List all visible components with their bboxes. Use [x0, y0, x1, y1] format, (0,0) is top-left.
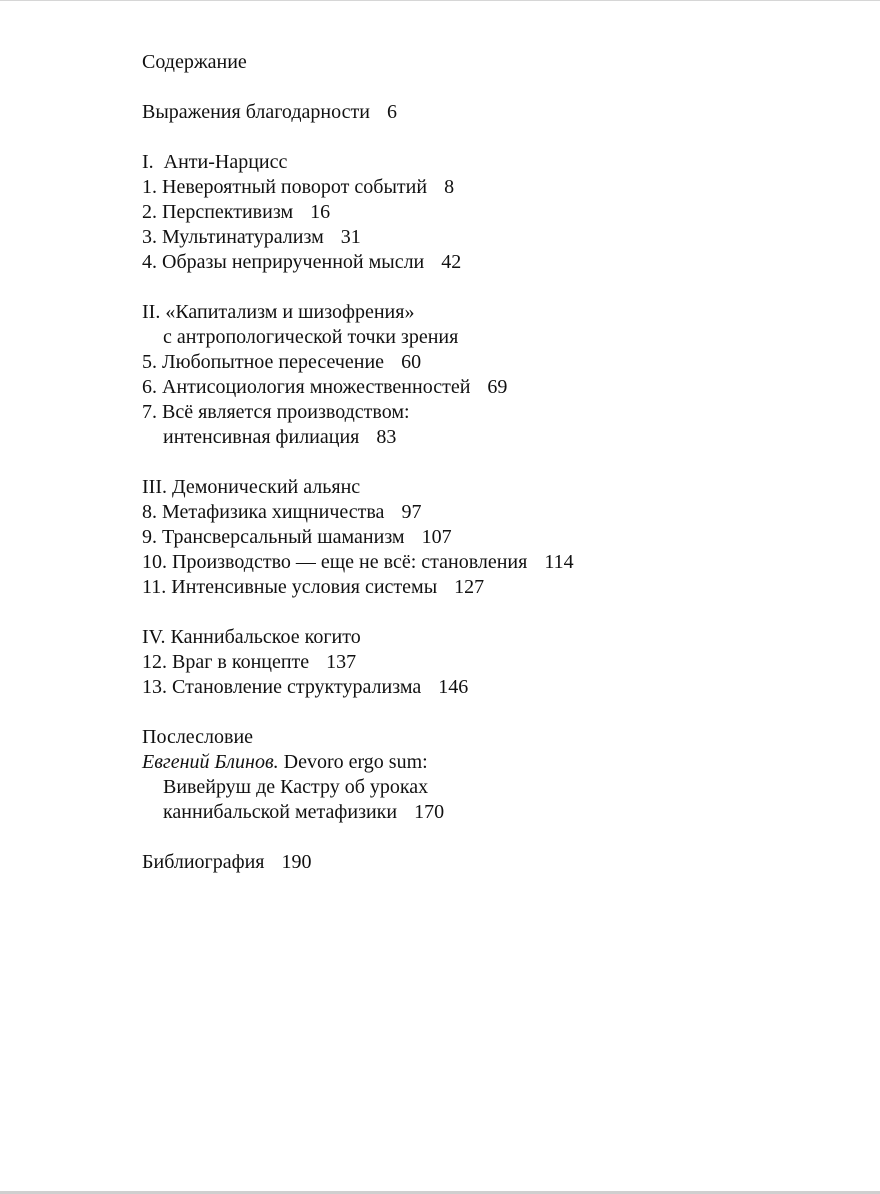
chapter-page: 146 [438, 676, 469, 698]
part-heading-2 [142, 300, 842, 325]
chapter-number: 6. [142, 376, 157, 398]
chapter-number: 2. [142, 201, 157, 223]
toc-entry-chapter-5 [142, 350, 842, 375]
chapter-title: Трансверсальный шаманизм [162, 526, 405, 548]
spacer [142, 275, 842, 300]
entry-page: 6 [386, 101, 397, 123]
chapter-number: 7. [142, 401, 157, 423]
chapter-number: 4. [142, 251, 157, 273]
part-heading-2-continued [142, 325, 842, 350]
part-title: IV. Каннибальское когито [142, 626, 361, 648]
chapter-number: 11. [142, 576, 167, 598]
afterword-entry-title: Devoro ergo sum: [283, 751, 428, 773]
chapter-title: Производство — еще не всё: становления [172, 551, 528, 573]
toc-entry-chapter-1 [142, 175, 842, 200]
entry-title: Выражения благодарности [142, 101, 370, 123]
toc-entry-chapter-11 [142, 575, 842, 600]
spacer [142, 825, 842, 850]
afterword-entry-continued [142, 800, 842, 825]
chapter-number: 3. [142, 226, 157, 248]
toc-entry-chapter-9 [142, 525, 842, 550]
toc-entry-chapter-12 [142, 650, 842, 675]
entry-page: 190 [281, 851, 312, 873]
chapter-number: 5. [142, 351, 157, 373]
chapter-page: 83 [376, 426, 397, 448]
toc-heading-text: Содержание [142, 51, 247, 73]
chapter-page: 42 [441, 251, 462, 273]
toc-entry-chapter-7-continued [142, 425, 842, 450]
toc-entry-chapter-10 [142, 550, 842, 575]
chapter-title: Всё является производством: [162, 401, 410, 423]
chapter-page: 31 [340, 226, 361, 248]
afterword-heading [142, 725, 842, 750]
afterword-page: 170 [414, 801, 445, 823]
toc-entry-chapter-8 [142, 500, 842, 525]
chapter-title-continued: интенсивная филиация [163, 426, 360, 448]
chapter-title: Интенсивные условия системы [171, 576, 438, 598]
part-heading-1 [142, 150, 842, 175]
chapter-number: 10. [142, 551, 167, 573]
toc-entry-bibliography [142, 850, 842, 875]
chapter-title: Невероятный поворот событий [162, 176, 428, 198]
chapter-page: 69 [487, 376, 508, 398]
part-title: II. «Капитализм и шизофрения» [142, 301, 415, 323]
chapter-page: 8 [444, 176, 455, 198]
spacer [142, 125, 842, 150]
toc-entry-chapter-3 [142, 225, 842, 250]
chapter-number: 9. [142, 526, 157, 548]
chapter-page: 137 [326, 651, 357, 673]
afterword-title: Послесловие [142, 726, 254, 748]
part-heading-4 [142, 625, 842, 650]
chapter-number: 12. [142, 651, 167, 673]
spacer [142, 75, 842, 100]
afterword-entry-title-continued: каннибальской метафизики [163, 801, 398, 823]
spacer [142, 450, 842, 475]
chapter-title: Перспективизм [162, 201, 294, 223]
toc-entry-chapter-6 [142, 375, 842, 400]
chapter-title: Антисоциология множественностей [162, 376, 471, 398]
toc-entry-chapter-7 [142, 400, 842, 425]
chapter-number: 8. [142, 501, 157, 523]
toc-heading [142, 50, 842, 75]
part-title-continued: с антропологической точки зрения [163, 326, 459, 348]
toc-entry-chapter-13 [142, 675, 842, 700]
table-of-contents [142, 50, 842, 875]
chapter-page: 107 [421, 526, 452, 548]
part-title: I. Анти-Нарцисс [142, 151, 288, 173]
chapter-title: Становление структурализма [172, 676, 422, 698]
part-title: III. Демонический альянс [142, 476, 361, 498]
chapter-page: 60 [401, 351, 422, 373]
chapter-page: 114 [544, 551, 574, 573]
afterword-entry-title-continued: Вивейруш де Кастру об уроках [163, 776, 429, 798]
chapter-page: 16 [310, 201, 331, 223]
chapter-title: Враг в концепте [172, 651, 310, 673]
top-divider [0, 0, 880, 1]
chapter-title: Метафизика хищничества [162, 501, 385, 523]
chapter-title: Образы неприрученной мысли [162, 251, 425, 273]
chapter-number: 1. [142, 176, 157, 198]
toc-entry-chapter-4 [142, 250, 842, 275]
chapter-number: 13. [142, 676, 167, 698]
afterword-entry [142, 750, 842, 775]
afterword-entry-continued [142, 775, 842, 800]
chapter-page: 127 [454, 576, 485, 598]
part-heading-3 [142, 475, 842, 500]
spacer [142, 600, 842, 625]
toc-entry-chapter-2 [142, 200, 842, 225]
chapter-page: 97 [401, 501, 422, 523]
afterword-author: Евгений Блинов. [142, 751, 279, 773]
chapter-title: Любопытное пересечение [162, 351, 385, 373]
toc-entry-acknowledgements [142, 100, 842, 125]
chapter-title: Мультинатурализм [162, 226, 324, 248]
entry-title: Библиография [142, 851, 265, 873]
spacer [142, 700, 842, 725]
